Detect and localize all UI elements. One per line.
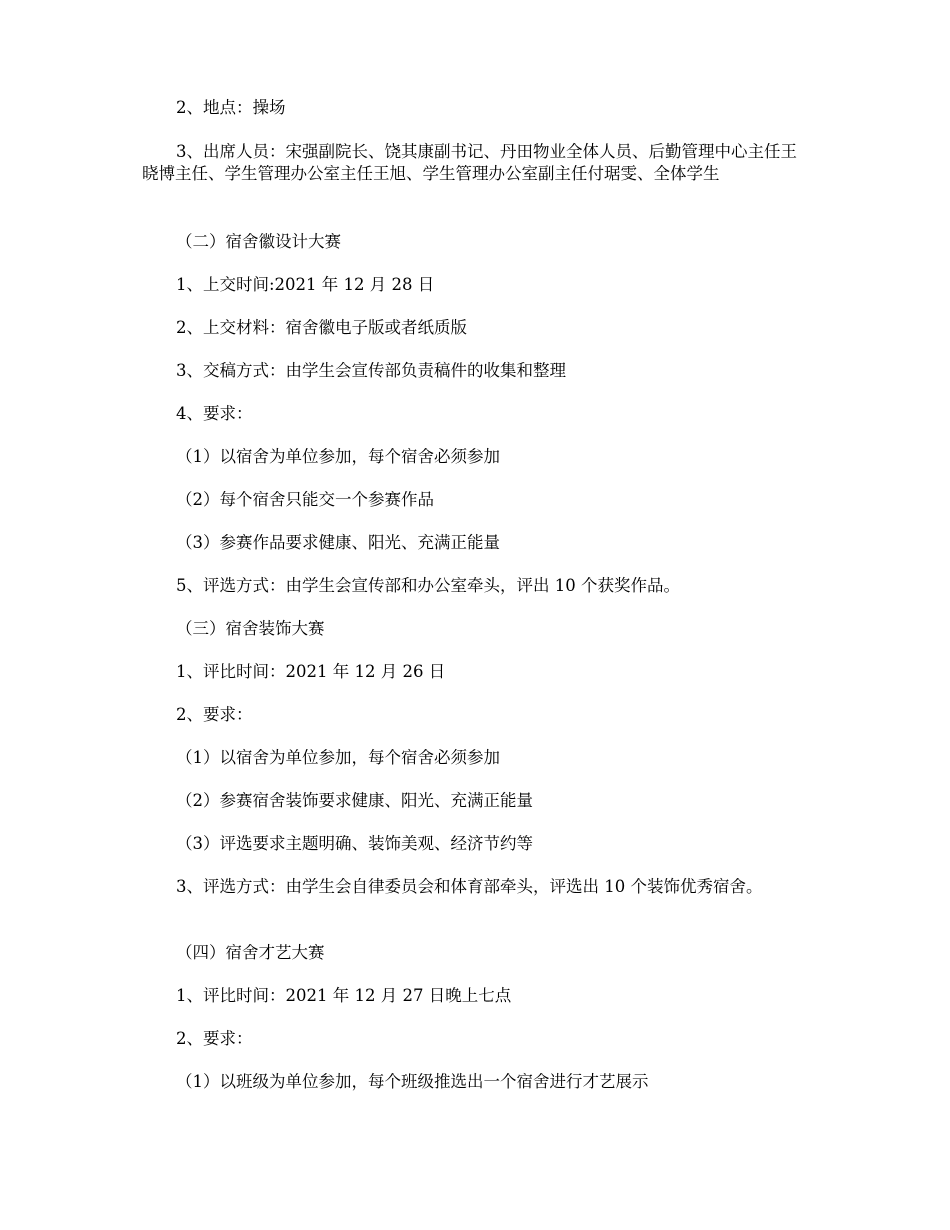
selection-method-item: 5、评选方式：由学生会宣传部和办公室牵头，评出 10 个获奖作品。	[176, 576, 680, 595]
judging-time-item: 1、评比时间：2021 年 12 月 26 日	[176, 662, 446, 681]
section-heading-dorm-decoration: （三）宿舍装饰大赛	[176, 619, 325, 638]
submission-method-item: 3、交稿方式：由学生会宣传部负责稿件的收集和整理	[176, 361, 566, 380]
requirements-heading: 4、要求：	[176, 404, 253, 423]
section-heading-dorm-talent: （四）宿舍才艺大赛	[176, 943, 325, 962]
requirement-item: （1）以班级为单位参加，每个班级推选出一个宿舍进行才艺展示	[176, 1072, 649, 1091]
attendees-paragraph: 3、出席人员：宋强副院长、饶其康副书记、丹田物业全体人员、后勤管理中心主任王晓博主任、学生管理办公室主任王旭、学生管理办公室副主任付琚雯、全体学生	[142, 142, 797, 183]
requirements-heading: 2、要求：	[176, 705, 253, 724]
requirement-item: （2）参赛宿舍装饰要求健康、阳光、充满正能量	[176, 791, 533, 810]
submission-materials-item: 2、上交材料：宿舍徽电子版或者纸质版	[176, 318, 467, 337]
requirement-item: （2）每个宿舍只能交一个参赛作品	[176, 490, 434, 509]
requirement-item: （1）以宿舍为单位参加，每个宿舍必须参加	[176, 447, 500, 466]
requirement-item: （3）评选要求主题明确、装饰美观、经济节约等	[176, 834, 533, 853]
judging-time-item: 1、评比时间：2021 年 12 月 27 日晚上七点	[176, 986, 512, 1005]
submission-time-item: 1、上交时间:2021 年 12 月 28 日	[176, 275, 435, 294]
requirement-item: （1）以宿舍为单位参加，每个宿舍必须参加	[176, 748, 500, 767]
requirement-item: （3）参赛作品要求健康、阳光、充满正能量	[176, 533, 500, 552]
requirements-heading: 2、要求：	[176, 1029, 253, 1048]
decoration-selection-paragraph: 3、评选方式：由学生会自律委员会和体育部牵头，评选出 10 个装饰优秀宿舍。	[176, 877, 763, 896]
location-item: 2、地点：操场	[176, 98, 286, 117]
section-heading-dorm-emblem: （二）宿舍徽设计大赛	[176, 232, 341, 251]
